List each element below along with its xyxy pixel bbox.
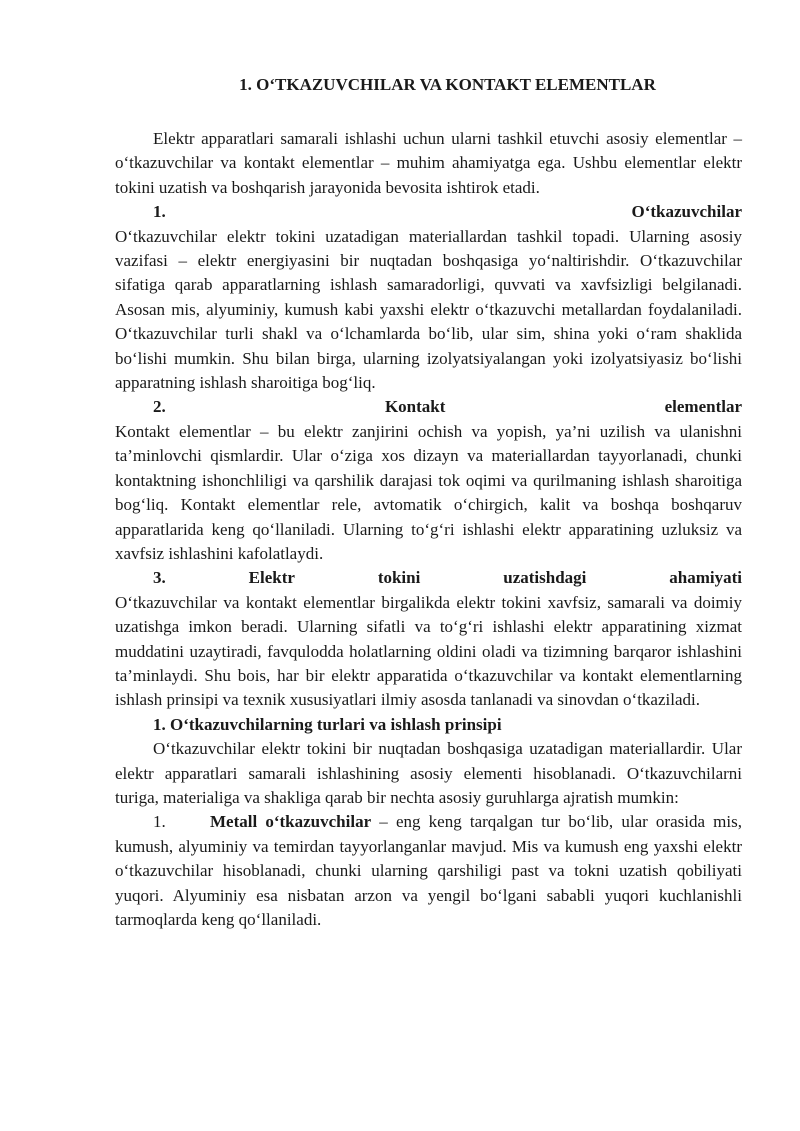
section-heading-word: ahamiyati: [669, 568, 742, 588]
list-item-text: – eng keng tarqalgan tur bo‘lib, ular orasida mis, kumush, alyuminiy va temirdan tayyorlanganlar mavjud. Mis va kumush eng yaxshi elektr o‘tkazuvchilar hisoblanadi, chunki ularning qarshiligi past va tokni uzatish qobiliyati yuqori. Alyuminiy esa nisbatan arzon va yengil bo‘lgani sababli yuqori kuchlanishli tarmoqlarda keng qo‘llaniladi.: [115, 812, 742, 929]
section-heading-word: tokini: [377, 568, 421, 588]
section-body-1: O‘tkazuvchilar elektr tokini uzatadigan materiallardan tashkil topadi. Ularning asosiy vazifasi – elektr energiyasini bir nuqtadan boshqasiga yo‘naltirishdir. O‘tkazuvchilar sifatiga qarab apparatlarning ishlash samaradorligi, quvvati va xavfsizligi belgilanadi. Asosan mis, alyuminiy, kumush kabi yaxshi elektr o‘tkazuvchi metallardan foydalaniladi. O‘tkazuvchilar turli shakl va o‘lchamlarda bo‘lib, ular sim, shina yoki o‘ram shaklida bo‘lishi mumkin. Shu bilan birga, ularning izolyatsiyalangan yoki izolyatsiyasiz bo‘lishi apparatning ishlash sharoitiga bog‘liq.: [115, 226, 742, 393]
section-heading-2: [115, 395, 742, 419]
document-page: [115, 73, 742, 932]
section-body-2: Kontakt elementlar – bu elektr zanjirini ochish va yopish, ya’ni uzilish va ulanishni ta’minlovchi qismlardir. Ular o‘ziga xos dizayn va materiallardan tayyorlanadi, chunki kontaktning ishonchliligi va qarshilik darajasi tok oqimi va qurilmaning ishlash sharoitiga bog‘liq. Kontakt elementlar rele, avtomatik o‘chirgich, kalit va boshqa boshqaruv apparatlarida keng qo‘llaniladi. Ularning to‘g‘ri ishlashi elektr apparatining uzluksiz va xavfsiz ishlashini kafolatlaydi.: [115, 421, 742, 563]
section-body-3: O‘tkazuvchilar va kontakt elementlar birgalikda elektr tokini xavfsiz, samarali va doimiy uzatishga imkon beradi. Ularning sifatli va to‘g‘ri ishlashi elektr apparatining xizmat muddatini uzaytiradi, favqulodda holatlarning oldini oladi va tizimning barqaror ishlashini ta’minlaydi. Shu bois, har bir elektr apparatida o‘tkazuvchilar va kontakt elementlarning ishlash prinsipi va texnik xususiyatlari ilmiy asosda tanlanadi va sinovdan o‘tkaziladi.: [115, 592, 742, 710]
section-heading-word: 2.: [153, 397, 166, 417]
subsection-intro: O‘tkazuvchilar elektr tokini bir nuqtadan boshqasiga uzatadigan materiallardir. Ular elektr apparatlari samarali ishlashining asosiy elementi hisoblanadi. O‘tkazuvchilarni turiga, materialiga va shakliga qarab bir nechta asosiy guruhlarga ajratish mumkin:: [115, 739, 742, 807]
subsection-title: 1. O‘tkazuvchilarning turlari va ishlash prinsipi: [153, 714, 502, 734]
section-heading-word: 3.: [153, 568, 166, 588]
list-item-term: Metall o‘tkazuvchilar: [210, 812, 372, 832]
section-heading-word: uzatishdagi: [503, 568, 587, 588]
list-item-number: 1.: [153, 812, 166, 832]
page-title: 1. O‘TKAZUVCHILAR VA KONTAKT ELEMENTLAR: [239, 75, 656, 94]
section-heading-1: [115, 200, 742, 224]
section-heading-word: 1.: [153, 202, 166, 222]
section-heading-3: [115, 566, 742, 590]
section-heading-word: Kontakt: [384, 397, 446, 417]
section-heading-word: elementlar: [664, 397, 742, 417]
intro-paragraph: Elektr apparatlari samarali ishlashi uchun ularni tashkil etuvchi asosiy elementlar – o‘tkazuvchilar va kontakt elementlar – muhim ahamiyatga ega. Ushbu elementlar elektr tokini uzatish va boshqarish jarayonida bevosita ishtirok etadi.: [115, 129, 742, 197]
section-heading-word: O‘tkazuvchilar: [631, 202, 742, 222]
section-heading-word: Elektr: [248, 568, 295, 588]
list-item: [115, 810, 742, 932]
